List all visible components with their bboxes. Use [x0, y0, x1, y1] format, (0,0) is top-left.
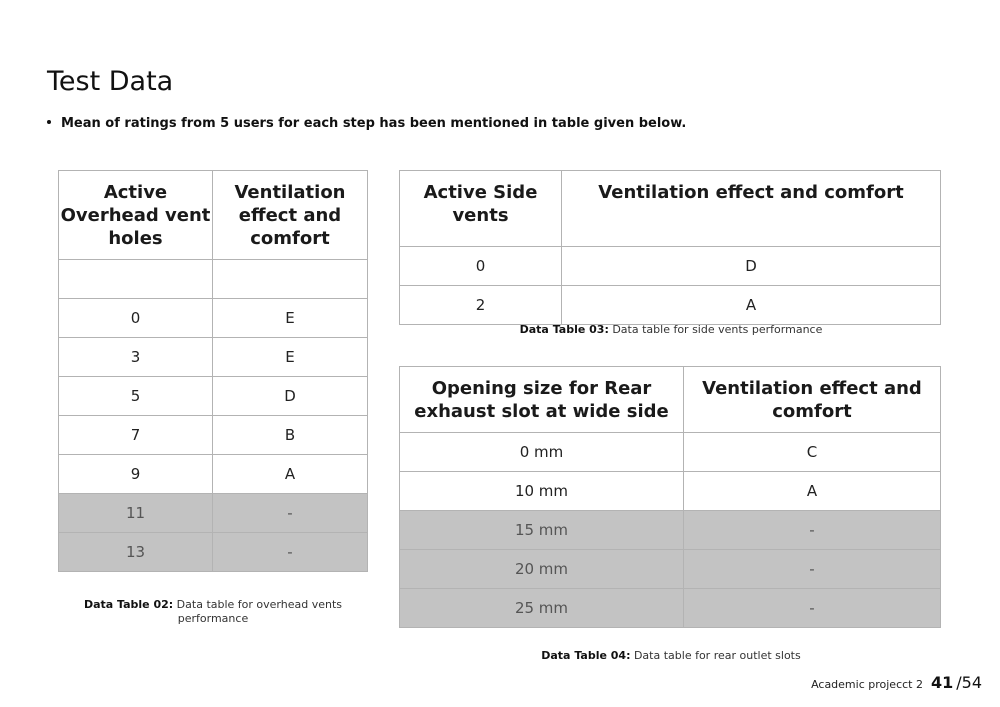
table-row	[59, 494, 368, 533]
table-cell: -	[213, 494, 368, 533]
table-row	[400, 472, 941, 511]
table-header: Ventilation effect and comfort	[213, 171, 368, 260]
table-cell: 11	[59, 494, 213, 533]
table-header: Active Side vents	[400, 171, 562, 247]
table-cell: E	[213, 299, 368, 338]
bullet-text: Mean of ratings from 5 users for each step has been mentioned in table given below.	[61, 116, 687, 131]
table-cell: -	[213, 533, 368, 572]
table-header: Ventilation effect and comfort	[562, 171, 941, 247]
table-cell: C	[684, 433, 941, 472]
table-row	[59, 416, 368, 455]
table-row	[59, 455, 368, 494]
data-table-02	[58, 170, 368, 572]
table-row	[400, 286, 941, 325]
table-row	[400, 589, 941, 628]
table-cell: 10 mm	[400, 472, 684, 511]
caption-text: Data table for overhead vents performance	[173, 598, 343, 625]
table-cell: 0	[400, 247, 562, 286]
table-cell: 0 mm	[400, 433, 684, 472]
table-cell: A	[684, 472, 941, 511]
caption-label: Data Table 02:	[83, 598, 174, 611]
page-footer	[811, 673, 982, 692]
table-row	[59, 260, 368, 299]
table-row	[59, 299, 368, 338]
table-row	[59, 377, 368, 416]
table-cell: D	[562, 247, 941, 286]
table-cell: 15 mm	[400, 511, 684, 550]
table-cell: -	[684, 511, 941, 550]
page-number: 41	[930, 673, 954, 692]
table-cell: E	[213, 338, 368, 377]
page-title: Test Data	[47, 66, 174, 97]
caption-label: Data Table 04:	[541, 649, 631, 662]
table-cell: 13	[59, 533, 213, 572]
table-cell: 25 mm	[400, 589, 684, 628]
table-row	[400, 511, 941, 550]
table-cell: 5	[59, 377, 213, 416]
table-row	[59, 338, 368, 377]
table-cell: 0	[59, 299, 213, 338]
table-cell: A	[562, 286, 941, 325]
bullet-dot-icon	[47, 120, 51, 124]
table-row	[59, 533, 368, 572]
page-total: /54	[956, 673, 982, 692]
table-cell	[213, 260, 368, 299]
table-cell: D	[213, 377, 368, 416]
table-row	[400, 433, 941, 472]
table-header: Active Overhead vent holes	[59, 171, 213, 260]
data-table-03	[399, 170, 941, 325]
table-cell: -	[684, 550, 941, 589]
table-cell: 9	[59, 455, 213, 494]
table-cell: 7	[59, 416, 213, 455]
table-row	[400, 550, 941, 589]
table-cell: 2	[400, 286, 562, 325]
table-03-caption	[500, 323, 842, 337]
table-cell	[59, 260, 213, 299]
table-header: Ventilation effect and comfort	[684, 367, 941, 433]
table-cell: 3	[59, 338, 213, 377]
table-cell: A	[213, 455, 368, 494]
table-cell: 20 mm	[400, 550, 684, 589]
table-header: Opening size for Rear exhaust slot at wide side	[400, 367, 684, 433]
table-cell: B	[213, 416, 368, 455]
data-table-04	[399, 366, 941, 628]
table-row	[400, 247, 941, 286]
table-04-caption	[500, 649, 842, 663]
caption-text: Data table for rear outlet slots	[630, 649, 801, 662]
table-cell: -	[684, 589, 941, 628]
project-name: Academic projecct 2	[811, 678, 923, 691]
bullet-note	[47, 116, 686, 131]
caption-text: Data table for side vents performance	[608, 323, 823, 336]
caption-label: Data Table 03:	[519, 323, 609, 336]
table-02-caption	[78, 598, 348, 626]
